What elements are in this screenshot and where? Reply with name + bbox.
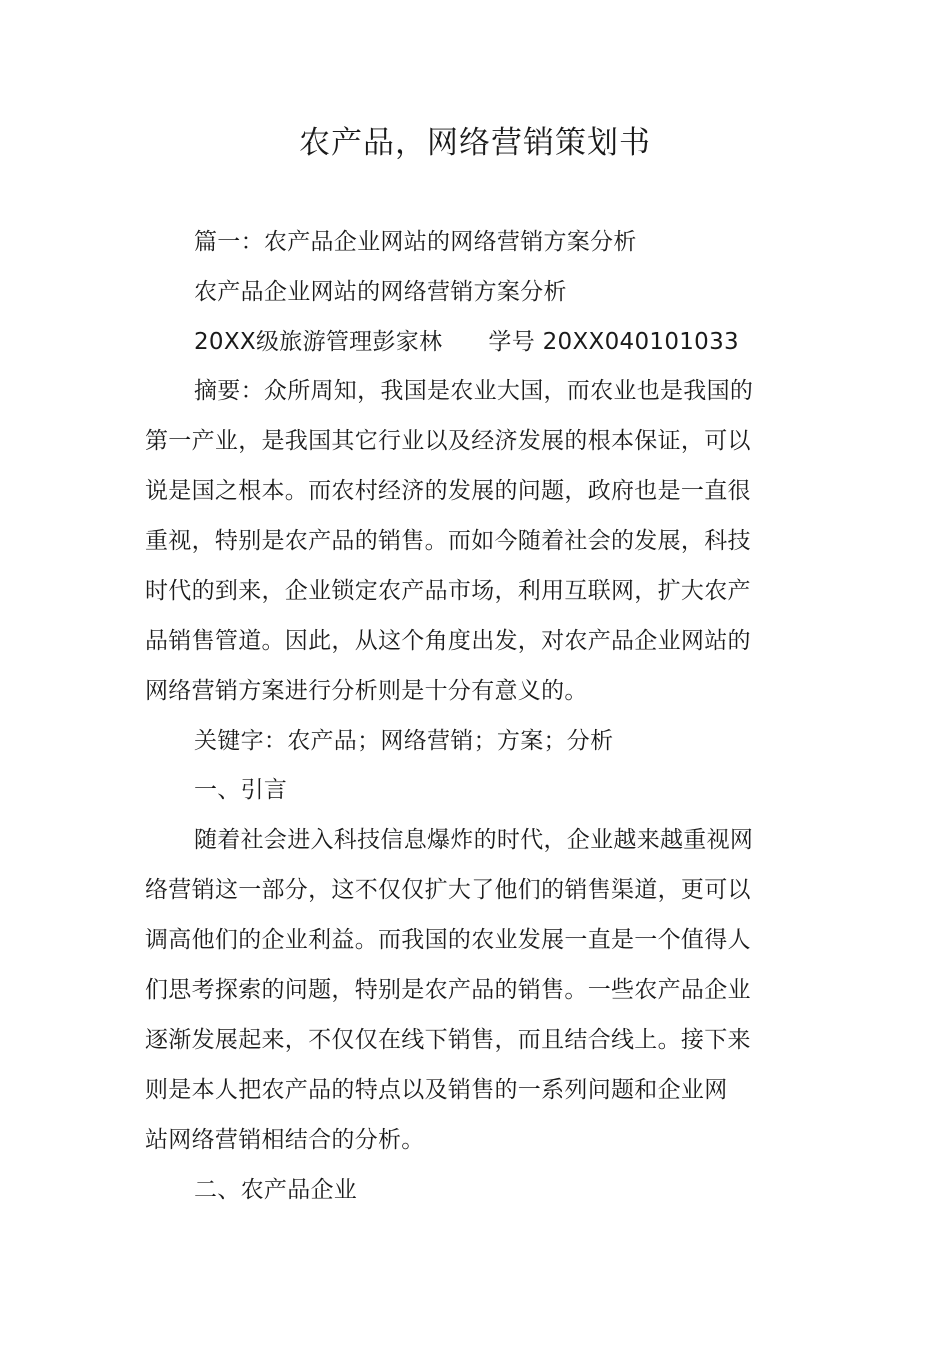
section-1-line: 逐渐发展起来，不仅仅在线下销售，而且结合线上。接下来 xyxy=(145,1027,751,1053)
abstract-line: 品销售管道。因此，从这个角度出发，对农产品企业网站的 xyxy=(145,628,751,654)
keywords-line: 关键字：农产品；网络营销；方案；分析 xyxy=(194,728,614,754)
section-1-line: 们思考探索的问题，特别是农产品的销售。一些农产品企业 xyxy=(145,977,751,1003)
article-subheading: 农产品企业网站的网络营销方案分析 xyxy=(194,279,567,305)
article-heading: 篇一：农产品企业网站的网络营销方案分析 xyxy=(194,229,637,255)
section-1-heading: 一、引言 xyxy=(194,777,288,803)
section-1-line: 络营销这一部分，这不仅仅扩大了他们的销售渠道，更可以 xyxy=(145,877,751,903)
abstract-line: 重视，特别是农产品的销售。而如今随着社会的发展，科技 xyxy=(145,528,751,554)
section-1-line: 则是本人把农产品的特点以及销售的一系列问题和企业网 xyxy=(145,1077,728,1103)
author-class-name: 20XX级旅游管理彭家林 xyxy=(194,329,443,355)
document-title: 农产品，网络营销策划书 xyxy=(299,125,651,161)
student-id: 学号 20XX040101033 xyxy=(488,329,739,355)
abstract-line: 摘要：众所周知，我国是农业大国，而农业也是我国的 xyxy=(194,378,754,404)
section-2-heading: 二、农产品企业 xyxy=(194,1177,358,1203)
abstract-line: 网络营销方案进行分析则是十分有意义的。 xyxy=(145,678,588,704)
abstract-line: 时代的到来，企业锁定农产品市场，利用互联网，扩大农产 xyxy=(145,578,751,604)
section-1-line: 调高他们的企业利益。而我国的农业发展一直是一个值得人 xyxy=(145,927,751,953)
author-line xyxy=(194,326,739,358)
section-1-line: 随着社会进入科技信息爆炸的时代，企业越来越重视网 xyxy=(194,827,754,853)
abstract-line: 第一产业，是我国其它行业以及经济发展的根本保证，可以 xyxy=(145,428,751,454)
abstract-line: 说是国之根本。而农村经济的发展的问题，政府也是一直很 xyxy=(145,478,751,504)
section-1-line: 站网络营销相结合的分析。 xyxy=(145,1127,425,1153)
